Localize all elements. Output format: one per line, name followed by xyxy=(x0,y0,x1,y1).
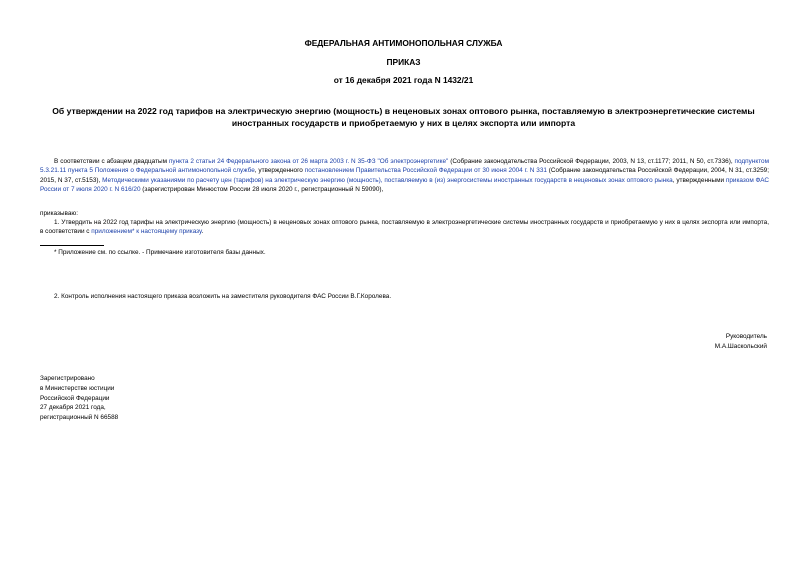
preamble-text-4: (Собрание законодательства Российской Федерации, 2004, N 31, ст.3259; 2015, N 37, ст.5153), xyxy=(40,167,769,184)
link-methodological-guidelines[interactable]: Методическими указаниями по расчету цен (тарифов) на электрическую энергию (мощность), поставляемую в (из) энергосистемы иностранных государств в неценовых зонах оптового рынка xyxy=(102,176,673,184)
footnote: * Приложение см. по ссылке. - Примечание изготовителя базы данных. xyxy=(54,249,266,256)
link-government-decree[interactable]: постановлением Правительства Российской Федерации от 30 июня 2004 г. N 331 xyxy=(304,167,547,175)
item1-text-2: . xyxy=(201,228,204,236)
document-date: от 16 декабря 2021 года N 1432/21 xyxy=(333,75,474,85)
preamble-text-1: В соответствии с абзацем двадцатым xyxy=(54,158,169,165)
link-federal-law[interactable]: пункта 2 статьи 24 Федерального закона от 26 марта 2003 г. N 35-ФЗ "Об электроэнергетике" xyxy=(168,158,449,165)
document-type: ПРИКАЗ xyxy=(386,57,421,67)
preamble-text-3: , утвержденного xyxy=(254,167,305,175)
registration-line-4: 27 декабря 2021 года, xyxy=(40,404,106,412)
preamble-paragraph xyxy=(40,157,769,195)
registration-line-2: в Министерстве юстиции xyxy=(40,384,115,392)
footnote-divider xyxy=(40,245,104,246)
registration-line-1: Зарегистрировано xyxy=(40,375,95,382)
preamble-text-2: (Собрание законодательства Российской Федерации, 2003, N 13, ст.1177; 2011, N 50, ст.7336), xyxy=(448,158,735,165)
link-fas-regulation[interactable]: подпунктом 5.3.21.11 пункта 5 Положения о Федеральной антимонопольной службе xyxy=(40,158,770,175)
registration-line-5: регистрационный N 66588 xyxy=(40,414,119,422)
order-item-2: 2. Контроль исполнения настоящего приказа возложить на заместителя руководителя ФАС России В.Г.Королева. xyxy=(54,293,392,300)
signature-block xyxy=(715,332,767,352)
preamble-text-5: , утвержденными xyxy=(672,176,726,184)
organization-name: ФЕДЕРАЛЬНАЯ АНТИМОНОПОЛЬНАЯ СЛУЖБА xyxy=(304,38,503,48)
link-fas-order[interactable]: приказом ФАС России от 7 июля 2020 г. N 616/20 xyxy=(40,176,770,194)
registration-block xyxy=(40,374,118,423)
signer-name: М.А.Шаскольский xyxy=(714,342,767,350)
link-appendix[interactable]: приложением* к настоящему приказу xyxy=(91,228,202,236)
item1-text-1: 1. Утвердить на 2022 год тарифы на электрическую энергию (мощность) в неценовых зонах оптового рынка, поставляемую в электроэнергетические системы иностранных государств и приобретаемую у них в целях экспорта или импорта, в соответствии с xyxy=(40,219,769,236)
registration-line-3: Российской Федерации xyxy=(40,394,110,402)
ordered-label: приказываю: xyxy=(40,210,78,217)
signer-position: Руководитель xyxy=(725,333,767,340)
order-item-1 xyxy=(40,218,769,237)
preamble-text-6: (зарегистрирован Минюстом России 28 июля 2020 г., регистрационный N 59090), xyxy=(140,186,384,194)
document-title: Об утверждении на 2022 год тарифов на электрическую энергию (мощность) в неценовых зонах оптового рынка, поставляемую в электроэнергетические системы иностранных государств и приобретаемую у них в целях экспорта или импорта xyxy=(52,106,755,128)
